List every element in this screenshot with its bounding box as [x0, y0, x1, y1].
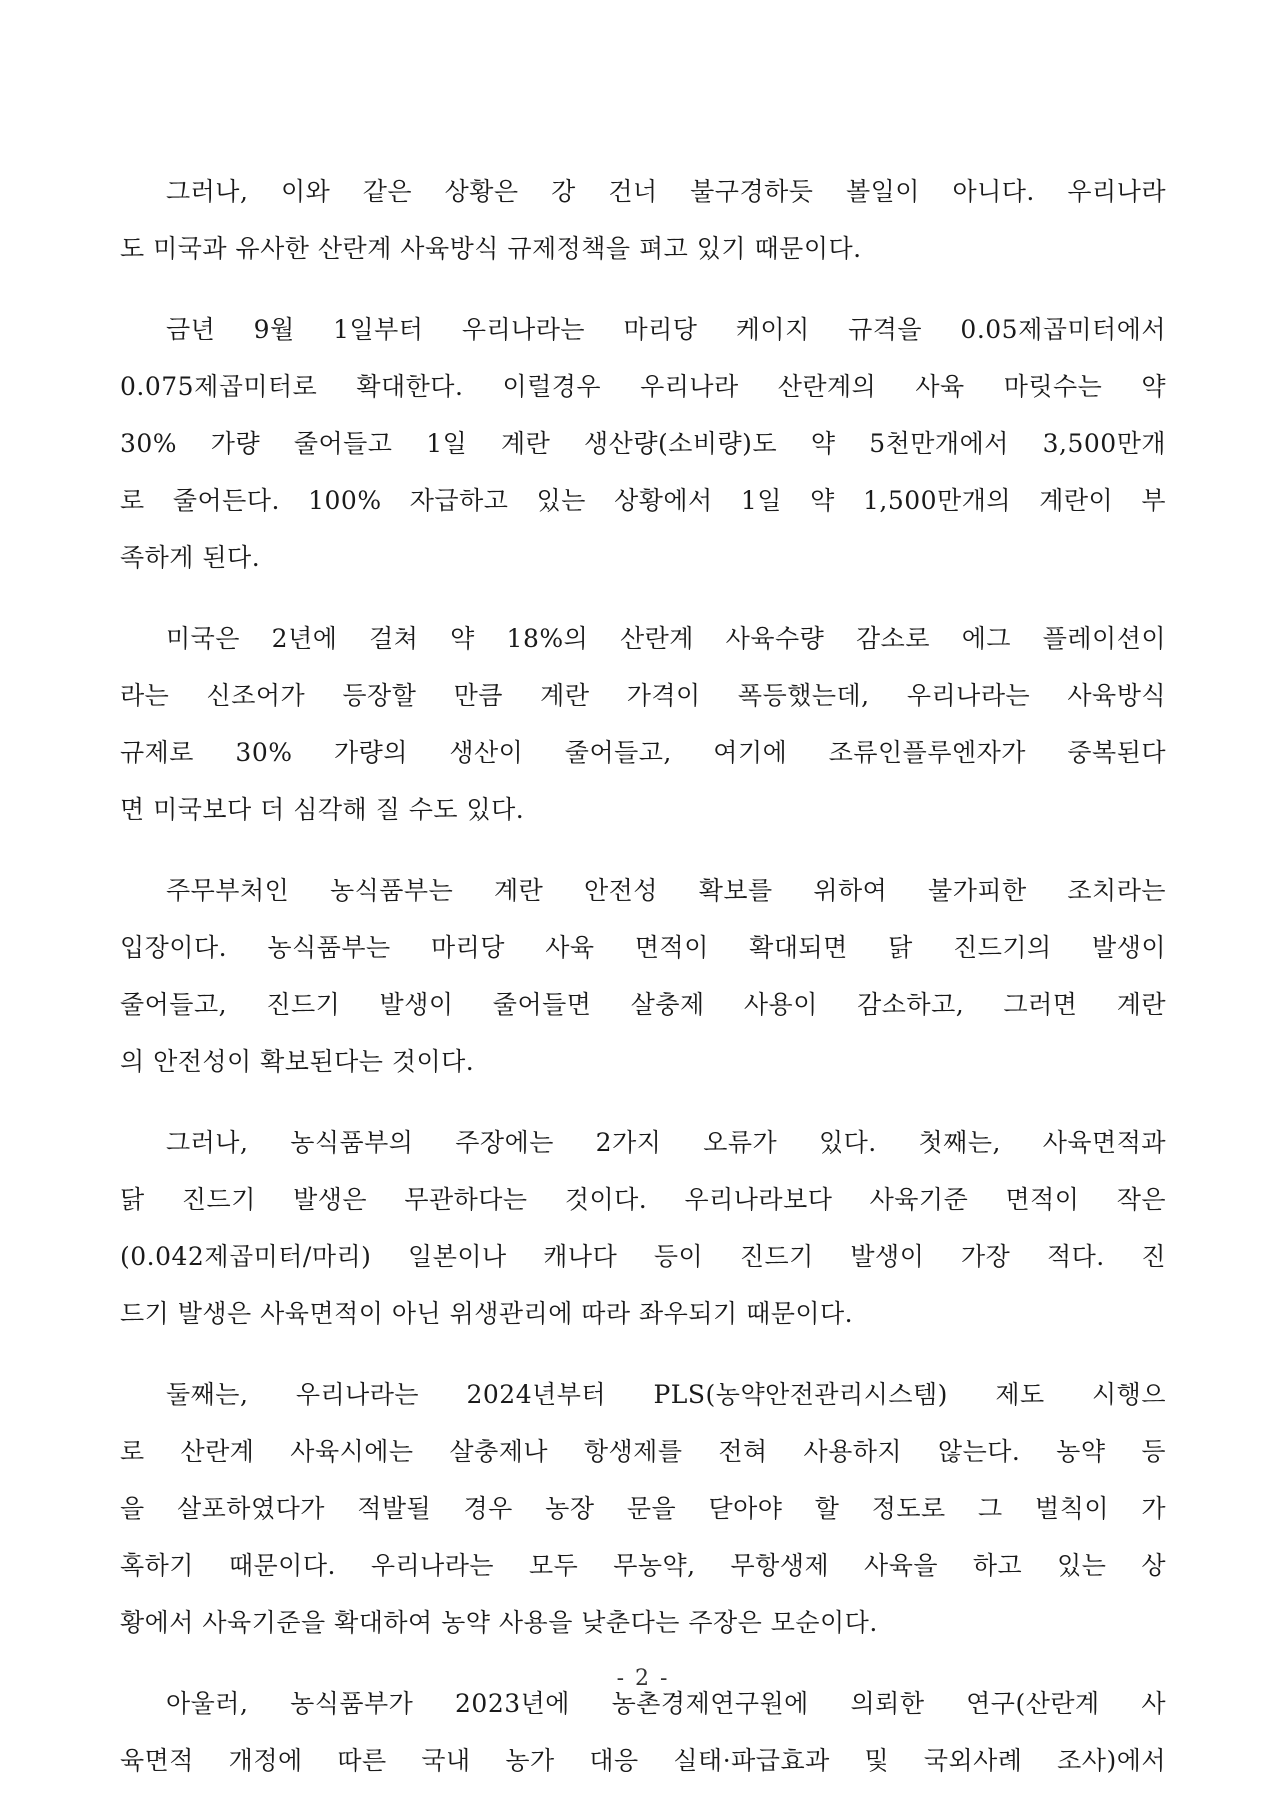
text-line: 을 살포하였다가 적발될 경우 농장 문을 닫아야 할 정도로 그 벌칙이 가: [120, 1494, 1166, 1523]
text-line: 로 산란계 사육시에는 살충제나 항생제를 전혀 사용하지 않는다. 농약 등: [120, 1437, 1166, 1466]
text-line: 그러나, 농식품부의 주장에는 2가지 오류가 있다. 첫째는, 사육면적과: [166, 1128, 1166, 1157]
text-line: 라는 신조어가 등장할 만큼 계란 가격이 폭등했는데, 우리나라는 사육방식: [120, 681, 1166, 710]
paragraph-3: [120, 610, 1166, 838]
text-line: 그러나, 이와 같은 상황은 강 건너 불구경하듯 볼일이 아니다. 우리나라: [166, 177, 1166, 206]
text-line: 드기 발생은 사육면적이 아닌 위생관리에 따라 좌우되기 때문이다.: [120, 1299, 854, 1328]
document-body: [120, 163, 1166, 1813]
paragraph-5: [120, 1114, 1166, 1342]
text-line: 규제로 30% 가량의 생산이 줄어들고, 여기에 조류인플루엔자가 중복된다: [120, 738, 1166, 767]
text-line: 족하게 된다.: [120, 543, 261, 572]
text-line: 육면적 개정에 따른 국내 농가 대응 실태·파급효과 및 국외사례 조사)에서: [120, 1746, 1166, 1775]
text-line: 주무부처인 농식품부는 계란 안전성 확보를 위하여 불가피한 조치라는: [166, 876, 1166, 905]
text-line: 줄어들고, 진드기 발생이 줄어들면 살충제 사용이 감소하고, 그러면 계란: [120, 990, 1166, 1019]
paragraph-7: [120, 1675, 1166, 1789]
text-line: 금년 9월 1일부터 우리나라는 마리당 케이지 규격을 0.05제곱미터에서: [166, 315, 1166, 344]
text-line: 혹하기 때문이다. 우리나라는 모두 무농약, 무항생제 사육을 하고 있는 상: [120, 1551, 1166, 1580]
text-line: 면 미국보다 더 심각해 질 수도 있다.: [120, 795, 525, 824]
text-line: 입장이다. 농식품부는 마리당 사육 면적이 확대되면 닭 진드기의 발생이: [120, 933, 1166, 962]
page-number: - 2 -: [616, 1666, 670, 1691]
paragraph-4: [120, 862, 1166, 1090]
paragraph-2: [120, 301, 1166, 586]
paragraph-6: [120, 1366, 1166, 1651]
paragraph-1: [120, 163, 1166, 277]
text-line: (0.042제곱미터/마리) 일본이나 캐나다 등이 진드기 발생이 가장 적다. 진: [120, 1242, 1166, 1271]
text-line: 닭 진드기 발생은 무관하다는 것이다. 우리나라보다 사육기준 면적이 작은: [120, 1185, 1166, 1214]
text-line: 의 안전성이 확보된다는 것이다.: [120, 1047, 475, 1076]
text-line: 미국은 2년에 걸쳐 약 18%의 산란계 사육수량 감소로 에그 플레이션이: [166, 624, 1166, 653]
text-line: 황에서 사육기준을 확대하여 농약 사용을 낮춘다는 주장은 모순이다.: [120, 1608, 878, 1637]
text-line: 도 미국과 유사한 산란계 사육방식 규제정책을 펴고 있기 때문이다.: [120, 234, 862, 263]
text-line: 둘째는, 우리나라는 2024년부터 PLS(농약안전관리시스템) 제도 시행으: [166, 1380, 1166, 1409]
text-line: 0.075제곱미터로 확대한다. 이럴경우 우리나라 산란계의 사육 마릿수는 약: [120, 372, 1166, 401]
text-line: 아울러, 농식품부가 2023년에 농촌경제연구원에 의뢰한 연구(산란계 사: [166, 1689, 1166, 1718]
text-line: 30% 가량 줄어들고 1일 계란 생산량(소비량)도 약 5천만개에서 3,500만개: [120, 429, 1166, 458]
text-line: 로 줄어든다. 100% 자급하고 있는 상황에서 1일 약 1,500만개의 계란이 부: [120, 486, 1166, 515]
